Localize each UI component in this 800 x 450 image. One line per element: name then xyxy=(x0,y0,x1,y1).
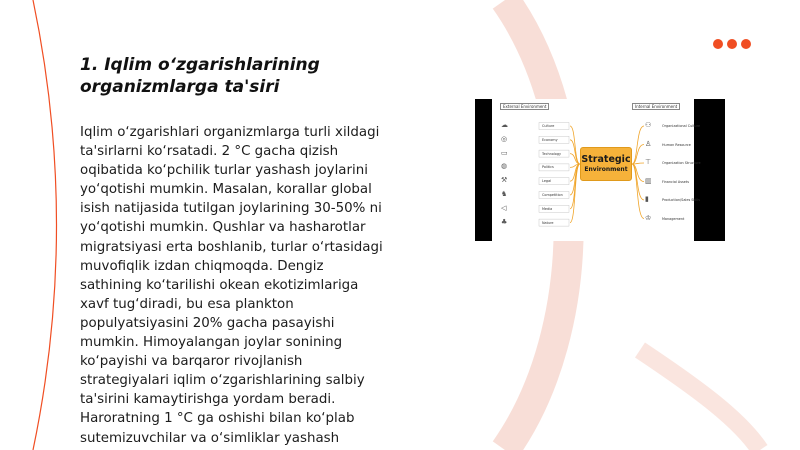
paragraph-line: migratsiyasi erta boshlanib, turlar o‘rtasidagi xyxy=(80,239,383,255)
external-item-label: Culture xyxy=(542,124,555,128)
chart-icon: ▮ xyxy=(645,195,649,203)
internal-item-label: Financial Assets xyxy=(662,179,689,184)
org-chart-icon: ⊤ xyxy=(645,158,652,166)
paragraph-line: strategiyalari iqlim o‘zgarishlarining salbiy xyxy=(80,373,365,389)
gavel-icon: ⚒ xyxy=(501,176,508,185)
paragraph-line: oqibatida ko‘pchilik turlar yashash joylarini xyxy=(80,163,368,179)
globe-icon: ◍ xyxy=(501,162,508,171)
building-icon: ▥ xyxy=(645,176,652,185)
external-item-label: Competition xyxy=(542,193,563,197)
three-dots-icon xyxy=(713,39,751,49)
internal-item-label: Human Resource xyxy=(662,142,691,147)
internal-item-label: Organization Structure xyxy=(662,161,701,165)
strategic-label: Strategic xyxy=(581,154,631,165)
internal-connector xyxy=(632,164,644,200)
paragraph-line: sathining ko‘tarilishi okean ekotizimlariga xyxy=(80,277,359,293)
internal-item-label: Production/Sales Skills xyxy=(662,198,700,202)
tree-icon: ♣ xyxy=(501,217,508,226)
paragraph-line: xavf tug‘diradi, bu esa plankton xyxy=(80,296,294,312)
paragraph-line: yo‘qotishi mumkin. Masalan, korallar global xyxy=(80,182,372,198)
megaphone-icon: ◁ xyxy=(501,203,507,212)
chess-icon: ♞ xyxy=(501,190,508,198)
paragraph-line: sutemizuvchilar va o‘simliklar yashash xyxy=(80,430,340,446)
dot-1 xyxy=(713,39,723,49)
paragraph-line: isish natijasida tutilgan joylarining 30-50% ni xyxy=(80,201,382,217)
external-item-label: Media xyxy=(542,206,553,211)
paragraph-line: ko‘payishi va barqaror rivojlanish xyxy=(80,354,303,370)
left-thin-arc xyxy=(33,0,57,450)
paragraph-line: populyatsiyasini 20% gacha pasayishi xyxy=(80,315,335,331)
paragraph-line: ta'sirini kamaytirishga yordam beradi. xyxy=(80,392,336,408)
internal-connector xyxy=(632,164,644,219)
strategic-environment-box xyxy=(580,147,632,181)
paragraph-line: ta'sirlarni ko‘rsatadi. 2 °C gacha qizish xyxy=(80,144,339,160)
internal-connector xyxy=(632,145,644,165)
paragraph-line: yo‘qotishi mumkin. Qushlar va hasharotlar xyxy=(80,220,366,236)
person-icon: ♙ xyxy=(645,139,652,148)
cloud-icon: ☁ xyxy=(501,121,508,129)
external-environment-label: External Environment xyxy=(500,103,549,110)
slide-title xyxy=(80,54,410,98)
figure-canvas xyxy=(492,99,701,241)
internal-environment-label: Internal Environment xyxy=(632,103,680,110)
external-item-label: Technology xyxy=(542,151,561,156)
manager-icon: ♔ xyxy=(645,213,652,222)
people-icon: ⚇ xyxy=(645,121,652,129)
coin-icon: ◎ xyxy=(501,134,508,143)
internal-item-label: Management xyxy=(662,216,685,221)
paragraph-line: muvofiqlik izdan chiqmoqda. Dengiz xyxy=(80,258,324,274)
slide-title-line-1: 1. Iqlim o‘zgarishlarining xyxy=(80,55,320,75)
laptop-icon: ▭ xyxy=(501,148,508,157)
dot-2 xyxy=(727,39,737,49)
external-item-label: Nature xyxy=(542,220,554,225)
external-connector xyxy=(570,164,580,209)
paragraph-line: Haroratning 1 °C ga oshishi bilan ko‘plab xyxy=(80,411,355,427)
external-item-label: Economy xyxy=(542,137,558,142)
dot-3 xyxy=(741,39,751,49)
environment-label: Environment xyxy=(584,166,628,173)
external-item-label: Legal xyxy=(542,179,552,184)
internal-item-label: Organizational Culture xyxy=(662,124,701,128)
slide-paragraph xyxy=(80,123,425,448)
slide-title-line-2: organizmlarga ta'siri xyxy=(80,77,280,97)
right-outer-arc xyxy=(640,350,760,450)
paragraph-line: mumkin. Himoyalangan joylar sonining xyxy=(80,335,343,351)
external-item-label: Politics xyxy=(542,165,554,170)
strategic-environment-figure xyxy=(475,99,725,241)
paragraph-line: Iqlim o‘zgarishlari organizmlarga turli xildagi xyxy=(80,125,380,140)
